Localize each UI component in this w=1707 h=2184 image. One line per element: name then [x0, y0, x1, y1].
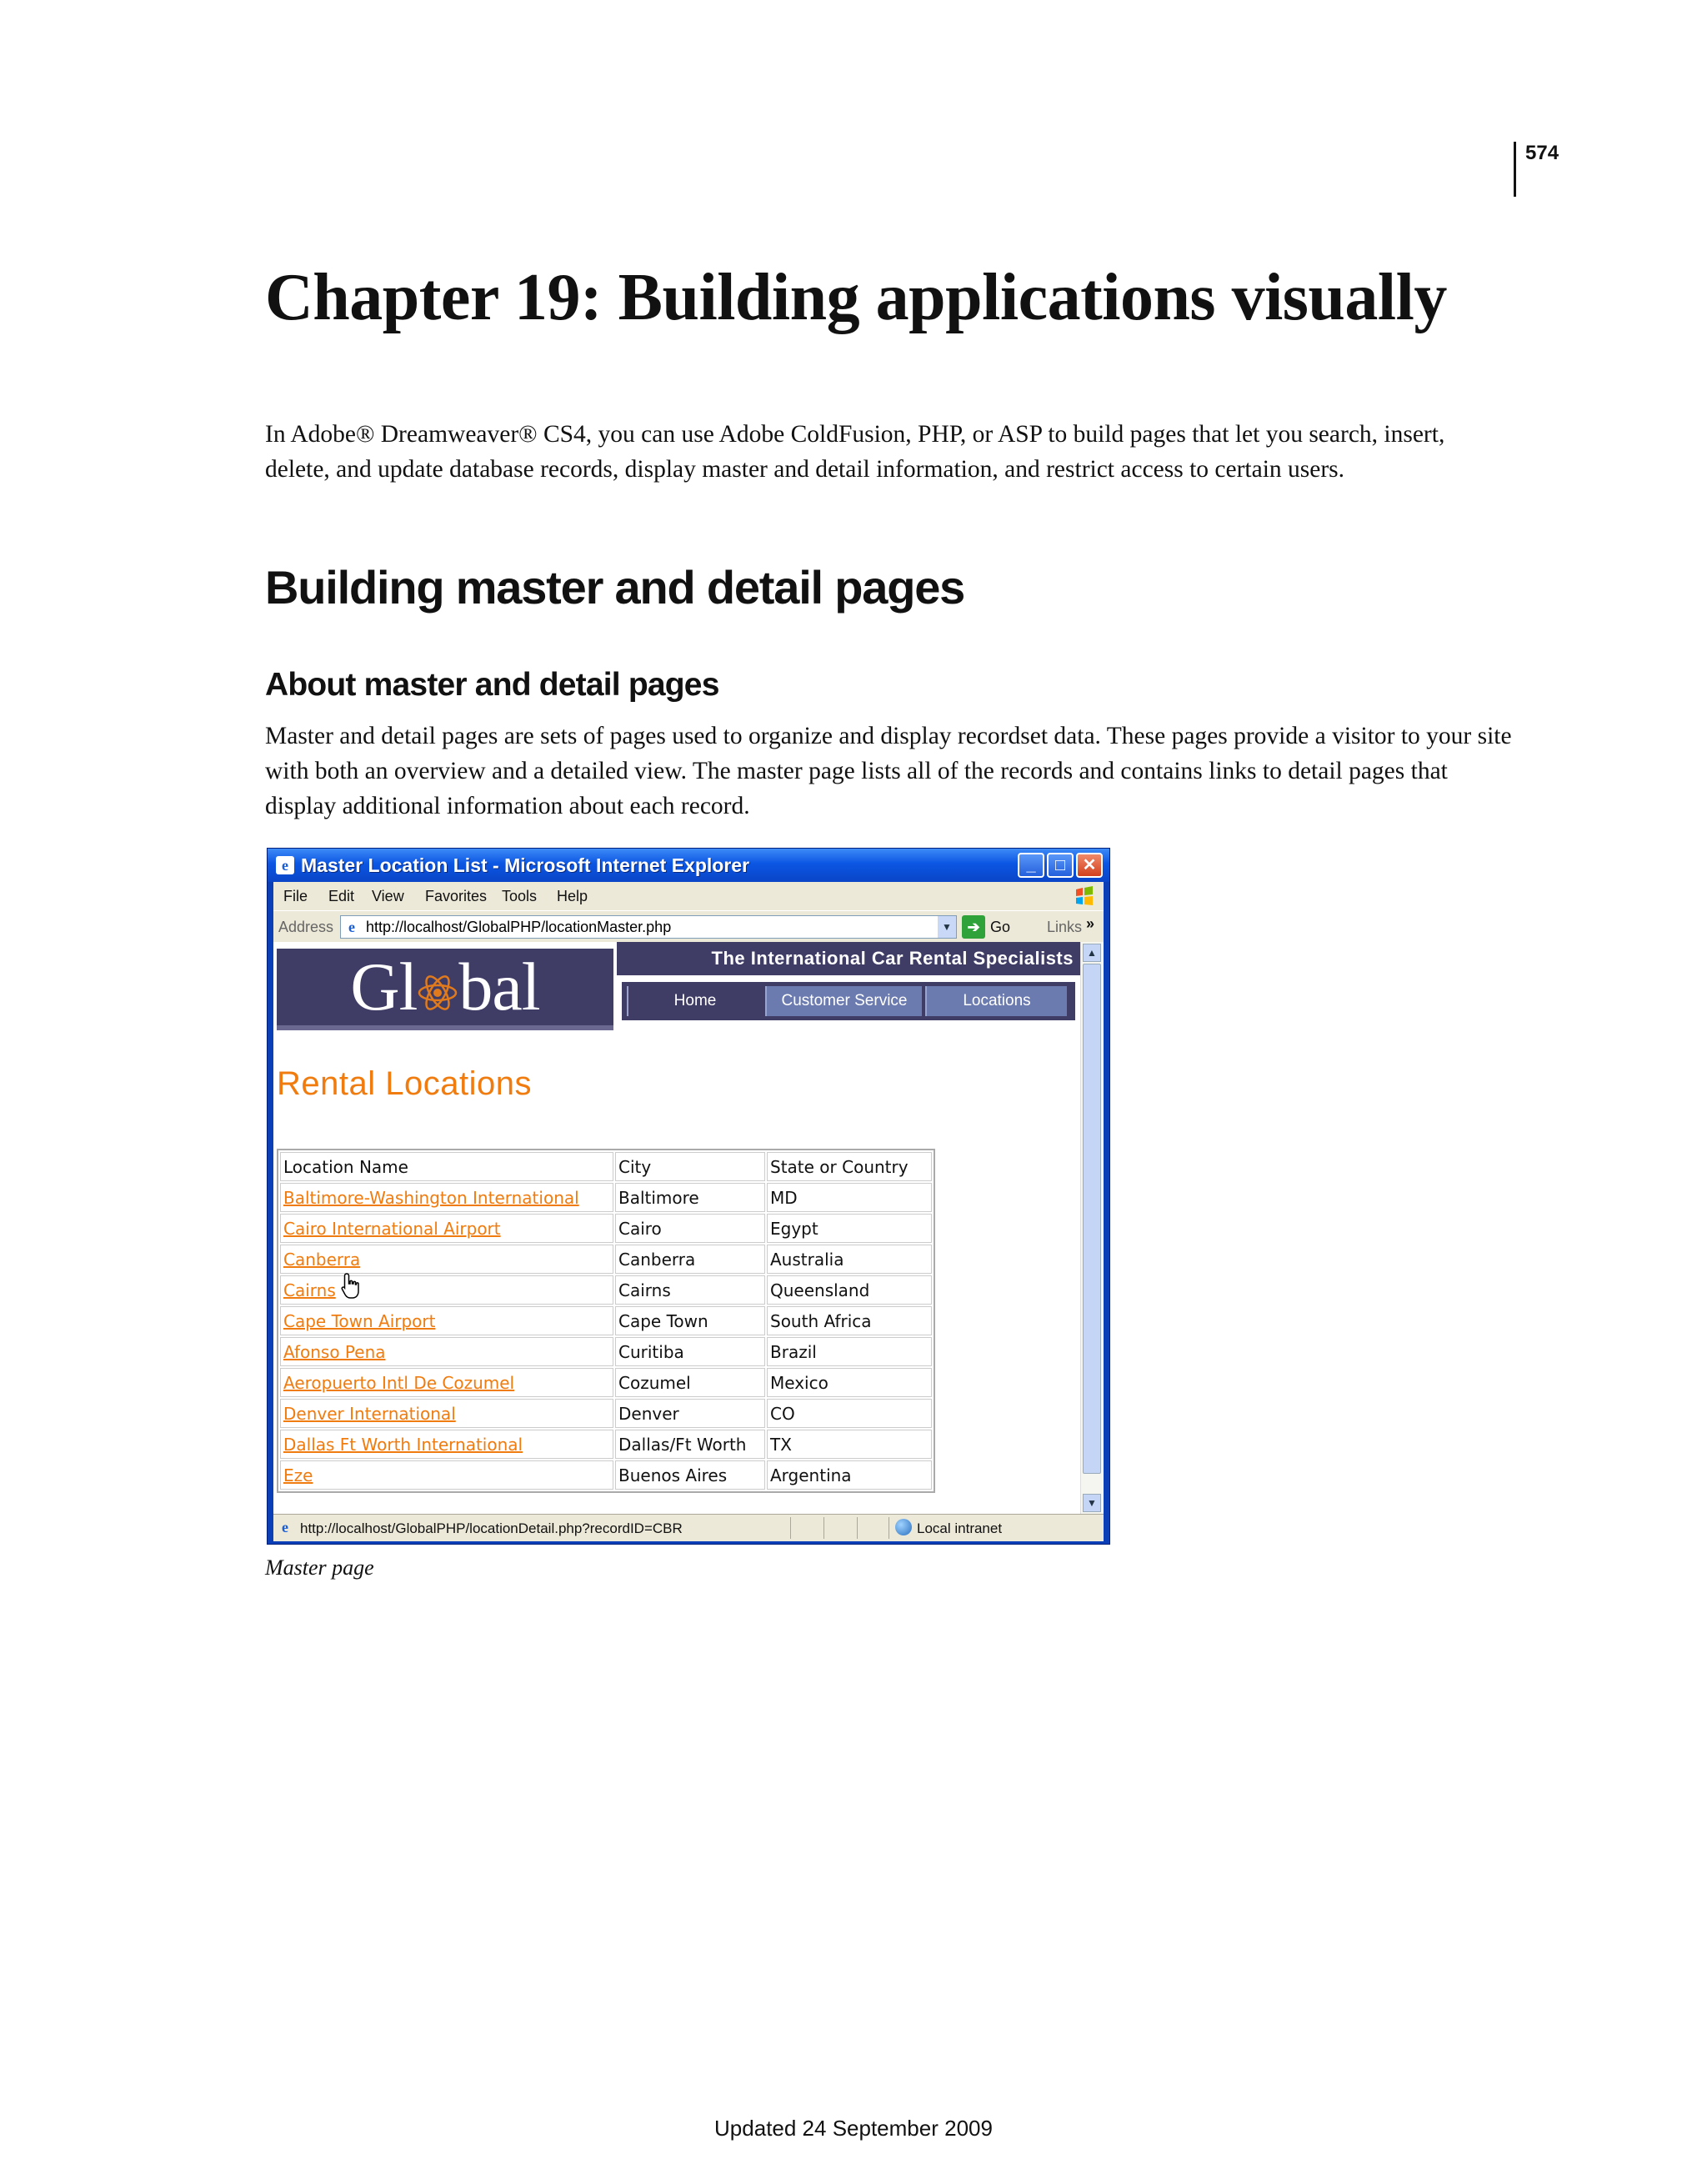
vertical-scrollbar[interactable]	[1080, 942, 1104, 1514]
column-header: State or Country	[767, 1152, 932, 1181]
body-paragraph: Master and detail pages are sets of pages used to organize and display recordset data. These pages provide a visitor to your site with both an overview and a detailed view. The master page lists all of the records and contains links to detail pages that display additional information about each record.	[265, 723, 1512, 819]
table-row	[280, 1368, 932, 1397]
column-header: Location Name	[280, 1152, 613, 1181]
page-number-rule	[1514, 142, 1516, 197]
city-cell: Dallas/Ft Worth	[615, 1430, 765, 1459]
location-link[interactable]: Baltimore-Washington International	[280, 1183, 613, 1212]
menu-help[interactable]: Help	[557, 888, 588, 904]
logo-text-right: bal	[458, 949, 540, 1024]
site-logo	[277, 949, 613, 1030]
hand-cursor-icon	[340, 1272, 362, 1300]
windows-logo-icon	[1074, 885, 1095, 907]
state-cell: MD	[767, 1183, 932, 1212]
site-tagline: The International Car Rental Specialists	[711, 948, 1074, 969]
state-cell: Egypt	[767, 1214, 932, 1243]
status-divider	[790, 1517, 791, 1539]
browser-window-title: Master Location List - Microsoft Internet Explorer	[301, 854, 750, 876]
table-header-row	[280, 1152, 932, 1181]
go-arrow-icon[interactable]: ➔	[962, 915, 985, 939]
location-link[interactable]: Denver International	[280, 1399, 613, 1428]
state-cell: TX	[767, 1430, 932, 1459]
scroll-up-icon[interactable]: ▲	[1083, 944, 1101, 962]
state-cell: Argentina	[767, 1460, 932, 1490]
ie-icon: e	[276, 856, 294, 874]
address-label: Address	[278, 919, 334, 935]
intro-paragraph: In Adobe® Dreamweaver® CS4, you can use Adobe ColdFusion, PHP, or ASP to build pages that let you search, insert, delete, and update database records, display master and detail information, and restrict access to certain users.	[265, 421, 1445, 483]
page-number: 574	[1525, 142, 1559, 164]
location-link[interactable]: Canberra	[280, 1245, 613, 1274]
scroll-thumb[interactable]	[1083, 964, 1101, 1474]
location-link[interactable]: Aeropuerto Intl De Cozumel	[280, 1368, 613, 1397]
location-link[interactable]: Cape Town Airport	[280, 1306, 613, 1335]
page-icon: e	[348, 919, 355, 935]
table-row	[280, 1183, 932, 1212]
logo-text-left: Gl	[350, 949, 418, 1024]
table-row	[280, 1460, 932, 1490]
menu-view[interactable]: View	[372, 888, 404, 904]
address-bar	[273, 910, 1104, 943]
menu-edit[interactable]: Edit	[328, 888, 355, 904]
city-cell: Canberra	[615, 1245, 765, 1274]
nav-customer-service[interactable]: Customer Service	[765, 986, 922, 1016]
section-heading: Building master and detail pages	[265, 561, 965, 614]
status-page-icon: e	[282, 1519, 288, 1535]
city-cell: Buenos Aires	[615, 1460, 765, 1490]
intranet-globe-icon	[895, 1519, 912, 1535]
menu-tools[interactable]: Tools	[502, 888, 538, 904]
figure-caption: Master page	[265, 1555, 374, 1580]
table-row	[280, 1399, 932, 1428]
status-url: http://localhost/GlobalPHP/locationDetail.php?recordID=CBR	[300, 1520, 683, 1536]
city-cell: Curitiba	[615, 1337, 765, 1366]
nav-locations[interactable]: Locations	[925, 986, 1067, 1016]
location-link[interactable]: Afonso Pena	[280, 1337, 613, 1366]
location-link[interactable]: Dallas Ft Worth International	[280, 1430, 613, 1459]
subsection-heading: About master and detail pages	[265, 667, 719, 703]
tagline-bar	[617, 942, 1080, 975]
status-bar	[273, 1514, 1104, 1541]
chevron-down-icon[interactable]: ▼	[938, 916, 956, 938]
city-cell: Denver	[615, 1399, 765, 1428]
city-cell: Cairo	[615, 1214, 765, 1243]
menu-favorites[interactable]: Favorites	[425, 888, 488, 904]
links-label[interactable]: Links	[1047, 919, 1083, 935]
location-link[interactable]: Cairns	[280, 1275, 613, 1305]
city-cell: Cape Town	[615, 1306, 765, 1335]
column-header: City	[615, 1152, 765, 1181]
rental-locations-heading: Rental Locations	[277, 1065, 532, 1102]
city-cell: Cozumel	[615, 1368, 765, 1397]
city-cell: Cairns	[615, 1275, 765, 1305]
city-cell: Baltimore	[615, 1183, 765, 1212]
address-input[interactable]	[340, 915, 957, 939]
state-cell: Mexico	[767, 1368, 932, 1397]
location-link[interactable]: Eze	[280, 1460, 613, 1490]
site-nav	[617, 975, 1080, 1022]
table-row	[280, 1306, 932, 1335]
status-divider	[857, 1517, 858, 1539]
page-footer: Updated 24 September 2009	[714, 2116, 993, 2141]
browser-window-figure	[267, 848, 1110, 1545]
atom-logo-icon	[417, 964, 458, 1016]
state-cell: Brazil	[767, 1337, 932, 1366]
state-cell: South Africa	[767, 1306, 932, 1335]
scroll-down-icon[interactable]: ▼	[1083, 1494, 1101, 1512]
table-row	[280, 1245, 932, 1274]
browser-content	[273, 942, 1080, 1514]
status-zone: Local intranet	[917, 1520, 1003, 1536]
state-cell: Queensland	[767, 1275, 932, 1305]
table-row	[280, 1275, 932, 1305]
state-cell: Australia	[767, 1245, 932, 1274]
status-divider	[823, 1517, 824, 1539]
table-row	[280, 1337, 932, 1366]
maximize-button[interactable]: □	[1047, 853, 1074, 878]
go-button[interactable]: Go	[990, 919, 1011, 935]
chevron-right-icon[interactable]: »	[1086, 915, 1095, 932]
table-row	[280, 1214, 932, 1243]
address-url: http://localhost/GlobalPHP/locationMaster.php	[366, 919, 672, 935]
nav-home[interactable]: Home	[627, 986, 762, 1016]
state-cell: CO	[767, 1399, 932, 1428]
table-row	[280, 1430, 932, 1459]
location-link[interactable]: Cairo International Airport	[280, 1214, 613, 1243]
minimize-button[interactable]: _	[1018, 853, 1044, 878]
browser-menubar	[273, 882, 1104, 910]
menu-file[interactable]: File	[283, 888, 308, 904]
locations-table	[277, 1149, 935, 1493]
chapter-title: Chapter 19: Building applications visually	[265, 261, 1447, 334]
close-button[interactable]: ✕	[1076, 853, 1103, 878]
browser-titlebar	[268, 849, 1109, 882]
